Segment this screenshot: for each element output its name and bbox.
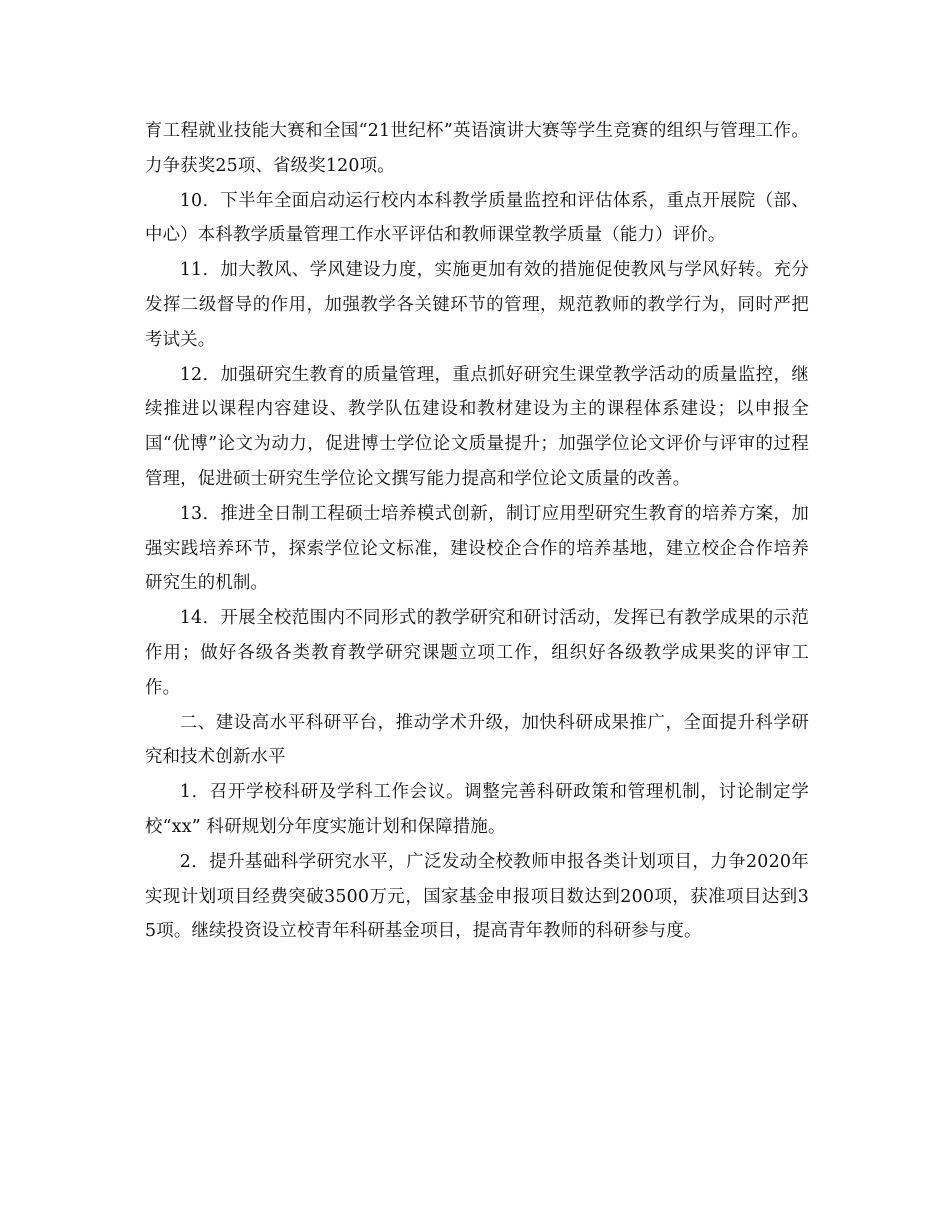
paragraph-item-12: 12．加强研究生教育的质量管理，重点抓好研究生课堂教学活动的质量监控，继续推进以课程内容建设、教学队伍建设和教材建设为主的课程体系建设；以申报全国“优博”论文为动力，促进博士学位论文质量提升；加强学位论文评价与评审的过程管理，促进硕士研究生学位论文撰写能力提高和学位论文质量的改善。 bbox=[145, 364, 809, 489]
paragraph-continuation: 育工程就业技能大赛和全国“21世纪杯”英语演讲大赛等学生竞赛的组织与管理工作。力争获奖25项、省级奖120项。 bbox=[145, 121, 809, 176]
paragraph-item-14: 14．开展全校范围内不同形式的教学研究和研讨活动，发挥已有教学成果的示范作用；做好各级各类教育教学研究课题立项工作，组织好各级教学成果奖的评审工作。 bbox=[145, 608, 809, 698]
document-body bbox=[145, 114, 809, 949]
paragraph-item-1: 1．召开学校科研及学科工作会议。调整完善科研政策和管理机制，讨论制定学校“xx” 科研规划分年度实施计划和保障措施。 bbox=[145, 782, 809, 837]
paragraph-item-13: 13．推进全日制工程硕士培养模式创新，制订应用型研究生教育的培养方案，加强实践培养环节，探索学位论文标准，建设校企合作的培养基地，建立校企合作培养研究生的机制。 bbox=[145, 503, 809, 594]
paragraph-item-11: 11．加大教风、学风建设力度，实施更加有效的措施促使教风与学风好转。充分发挥二级督导的作用，加强教学各关键环节的管理，规范教师的教学行为，同时严把考试关。 bbox=[145, 260, 809, 350]
section-heading-2: 二、建设高水平科研平台，推动学术升级，加快科研成果推广，全面提升科学研究和技术创新水平 bbox=[145, 712, 809, 768]
paragraph-item-10: 10．下半年全面启动运行校内本科教学质量监控和评估体系，重点开展院（部、中心）本科教学质量管理工作水平评估和教师课堂教学质量（能力）评价。 bbox=[145, 190, 809, 246]
paragraph-item-2: 2．提升基础科学研究水平，广泛发动全校教师申报各类计划项目，力争2020年实现计划项目经费突破3500万元，国家基金申报项目数达到200项，获准项目达到35项。继续投资设立校青年科研基金项目，提高青年教师的科研参与度。 bbox=[145, 851, 809, 942]
